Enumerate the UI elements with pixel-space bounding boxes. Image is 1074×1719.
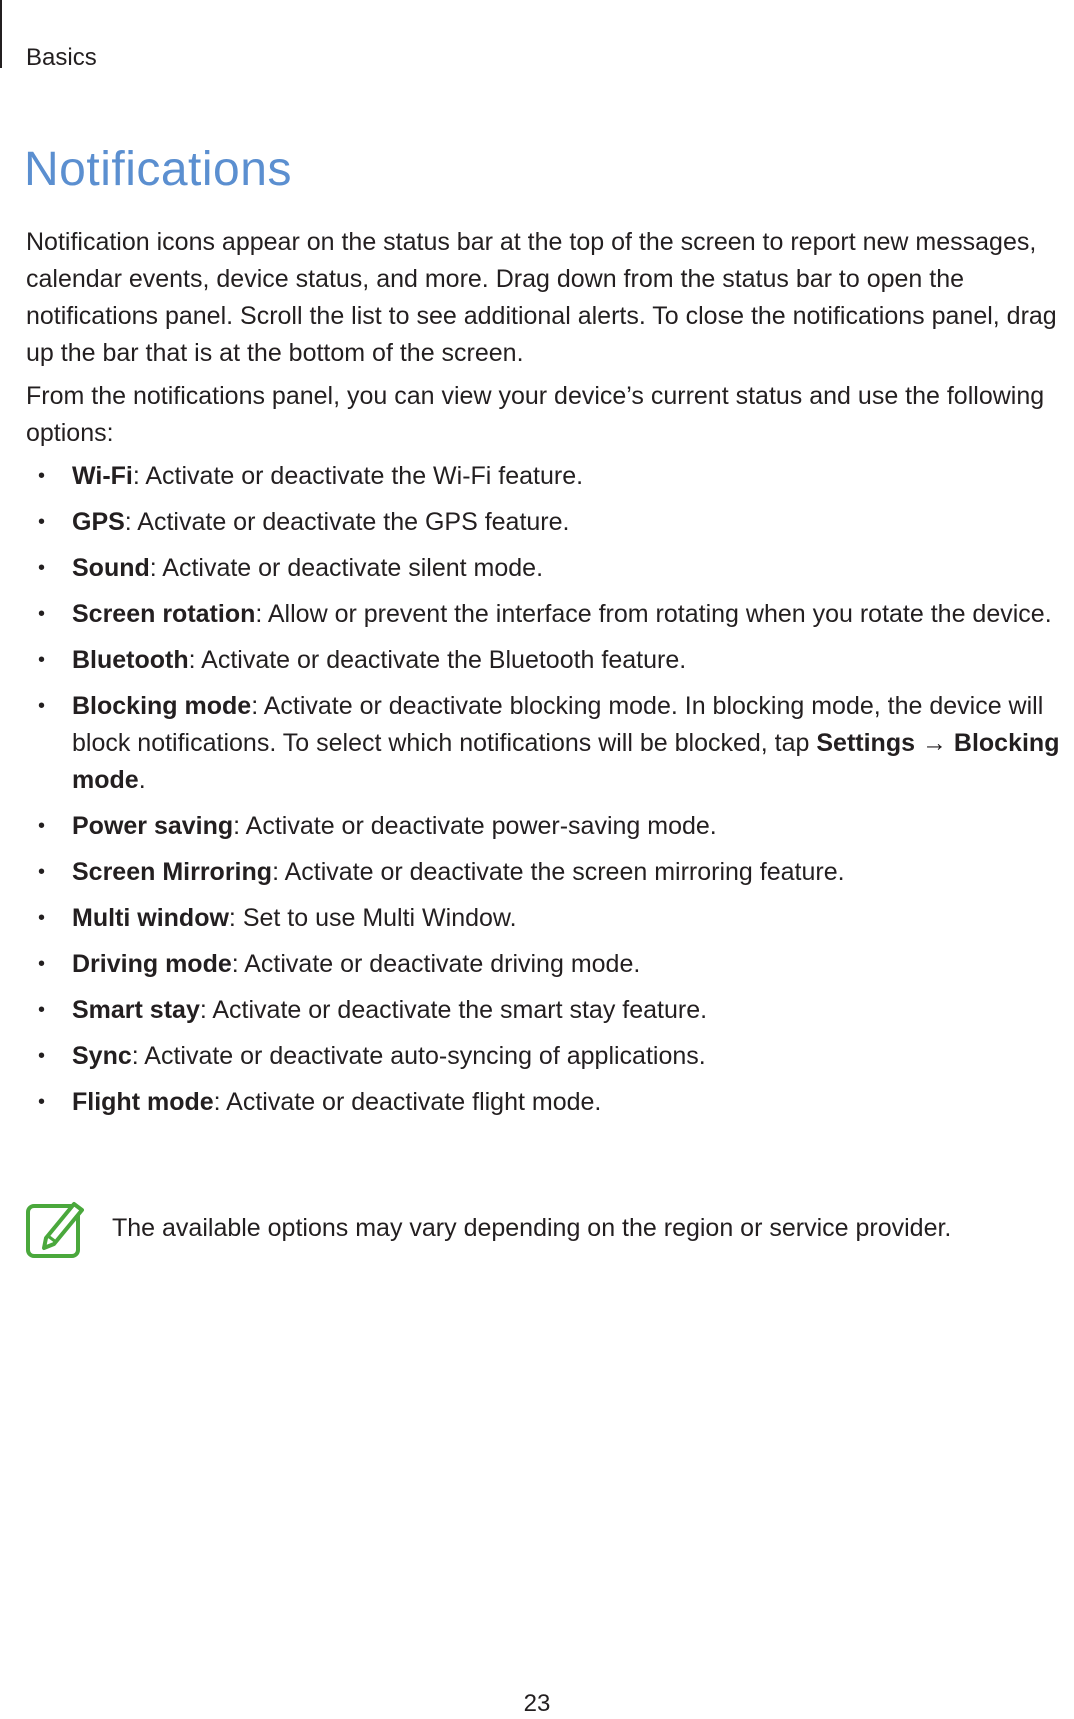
option-desc: : Activate or deactivate the screen mirroring feature. — [272, 858, 845, 886]
option-desc: : Activate or deactivate driving mode. — [231, 950, 641, 978]
blocking-mode-link: Blocking mode — [72, 729, 1060, 794]
settings-link: Settings — [816, 729, 915, 757]
list-item-multi-window — [26, 900, 1070, 937]
bullet-icon: • — [38, 511, 46, 533]
option-name: Power saving — [72, 812, 234, 840]
option-desc: : Activate or deactivate auto-syncing of applications. — [131, 1042, 706, 1070]
option-name: GPS — [72, 508, 125, 536]
option-desc: : Activate or deactivate the smart stay feature. — [199, 996, 708, 1024]
list-item-screen-mirroring — [26, 854, 1070, 891]
bullet-icon: • — [38, 815, 46, 837]
bullet-icon: • — [38, 1045, 46, 1067]
option-name: Multi window — [72, 904, 229, 932]
list-item-wifi — [26, 458, 1070, 495]
option-name: Sound — [72, 554, 150, 582]
bullet-icon: • — [38, 907, 46, 929]
bullet-icon: • — [38, 861, 46, 883]
list-item-blocking-mode — [26, 688, 1070, 799]
option-name: Wi-Fi — [72, 462, 133, 490]
note-pencil-icon — [26, 1200, 84, 1258]
bullet-icon: • — [38, 649, 46, 671]
option-name: Smart stay — [72, 996, 200, 1024]
option-name: Blocking mode — [72, 692, 252, 720]
option-desc: : Set to use Multi Window. — [228, 904, 517, 932]
options-list — [26, 458, 1070, 1121]
option-end: . — [138, 766, 146, 794]
option-desc: : Activate or deactivate the GPS feature. — [124, 508, 570, 536]
arrow-separator: → — [915, 729, 954, 757]
list-item-sync — [26, 1038, 1070, 1075]
bullet-icon: • — [38, 953, 46, 975]
option-desc: : Activate or deactivate the Wi-Fi feature. — [132, 462, 584, 490]
option-name: Driving mode — [72, 950, 232, 978]
list-item-bluetooth — [26, 642, 1070, 679]
option-desc: : Activate or deactivate blocking mode. In blocking mode, the device will block notifications. To select which notifications will be blocked, tap — [72, 692, 1044, 757]
page-number: 23 — [523, 1690, 551, 1717]
option-name: Screen rotation — [72, 600, 256, 628]
option-name: Bluetooth — [72, 646, 189, 674]
list-item-sound — [26, 550, 1070, 587]
bullet-icon: • — [38, 465, 46, 487]
note-text: The available options may vary depending on the region or service provider. — [112, 1214, 952, 1242]
intro-paragraph-2: From the notifications panel, you can view your device’s current status and use the following options: — [26, 382, 1045, 447]
page-title: Notifications — [24, 143, 292, 196]
option-name: Screen Mirroring — [72, 858, 273, 886]
list-item-screen-rotation — [26, 596, 1070, 633]
note-box — [26, 1200, 1066, 1260]
content-body — [26, 224, 1070, 1130]
option-desc: : Allow or prevent the interface from rotating when you rotate the device. — [255, 600, 1052, 628]
list-item-flight-mode — [26, 1084, 1070, 1121]
option-desc: : Activate or deactivate silent mode. — [149, 554, 544, 582]
intro-paragraph-1: Notification icons appear on the status bar at the top of the screen to report new messages, calendar events, device status, and more. Drag down from the status bar to open the notifications panel. Scroll the list to see additional alerts. To close the notifications panel, drag up the bar that is at the bottom of the screen. — [26, 228, 1057, 367]
bullet-icon: • — [38, 557, 46, 579]
option-name: Sync — [72, 1042, 132, 1070]
list-item-driving-mode — [26, 946, 1070, 983]
header-divider — [0, 0, 2, 68]
option-desc: : Activate or deactivate power-saving mode. — [233, 812, 717, 840]
bullet-icon: • — [38, 603, 46, 625]
list-item-power-saving — [26, 808, 1070, 845]
option-name: Flight mode — [72, 1088, 214, 1116]
option-desc: : Activate or deactivate the Bluetooth feature. — [188, 646, 687, 674]
bullet-icon: • — [38, 1091, 46, 1113]
bullet-icon: • — [38, 695, 46, 717]
section-label: Basics — [26, 44, 97, 71]
bullet-icon: • — [38, 999, 46, 1021]
list-item-smart-stay — [26, 992, 1070, 1029]
list-item-gps — [26, 504, 1070, 541]
option-desc: : Activate or deactivate flight mode. — [213, 1088, 602, 1116]
